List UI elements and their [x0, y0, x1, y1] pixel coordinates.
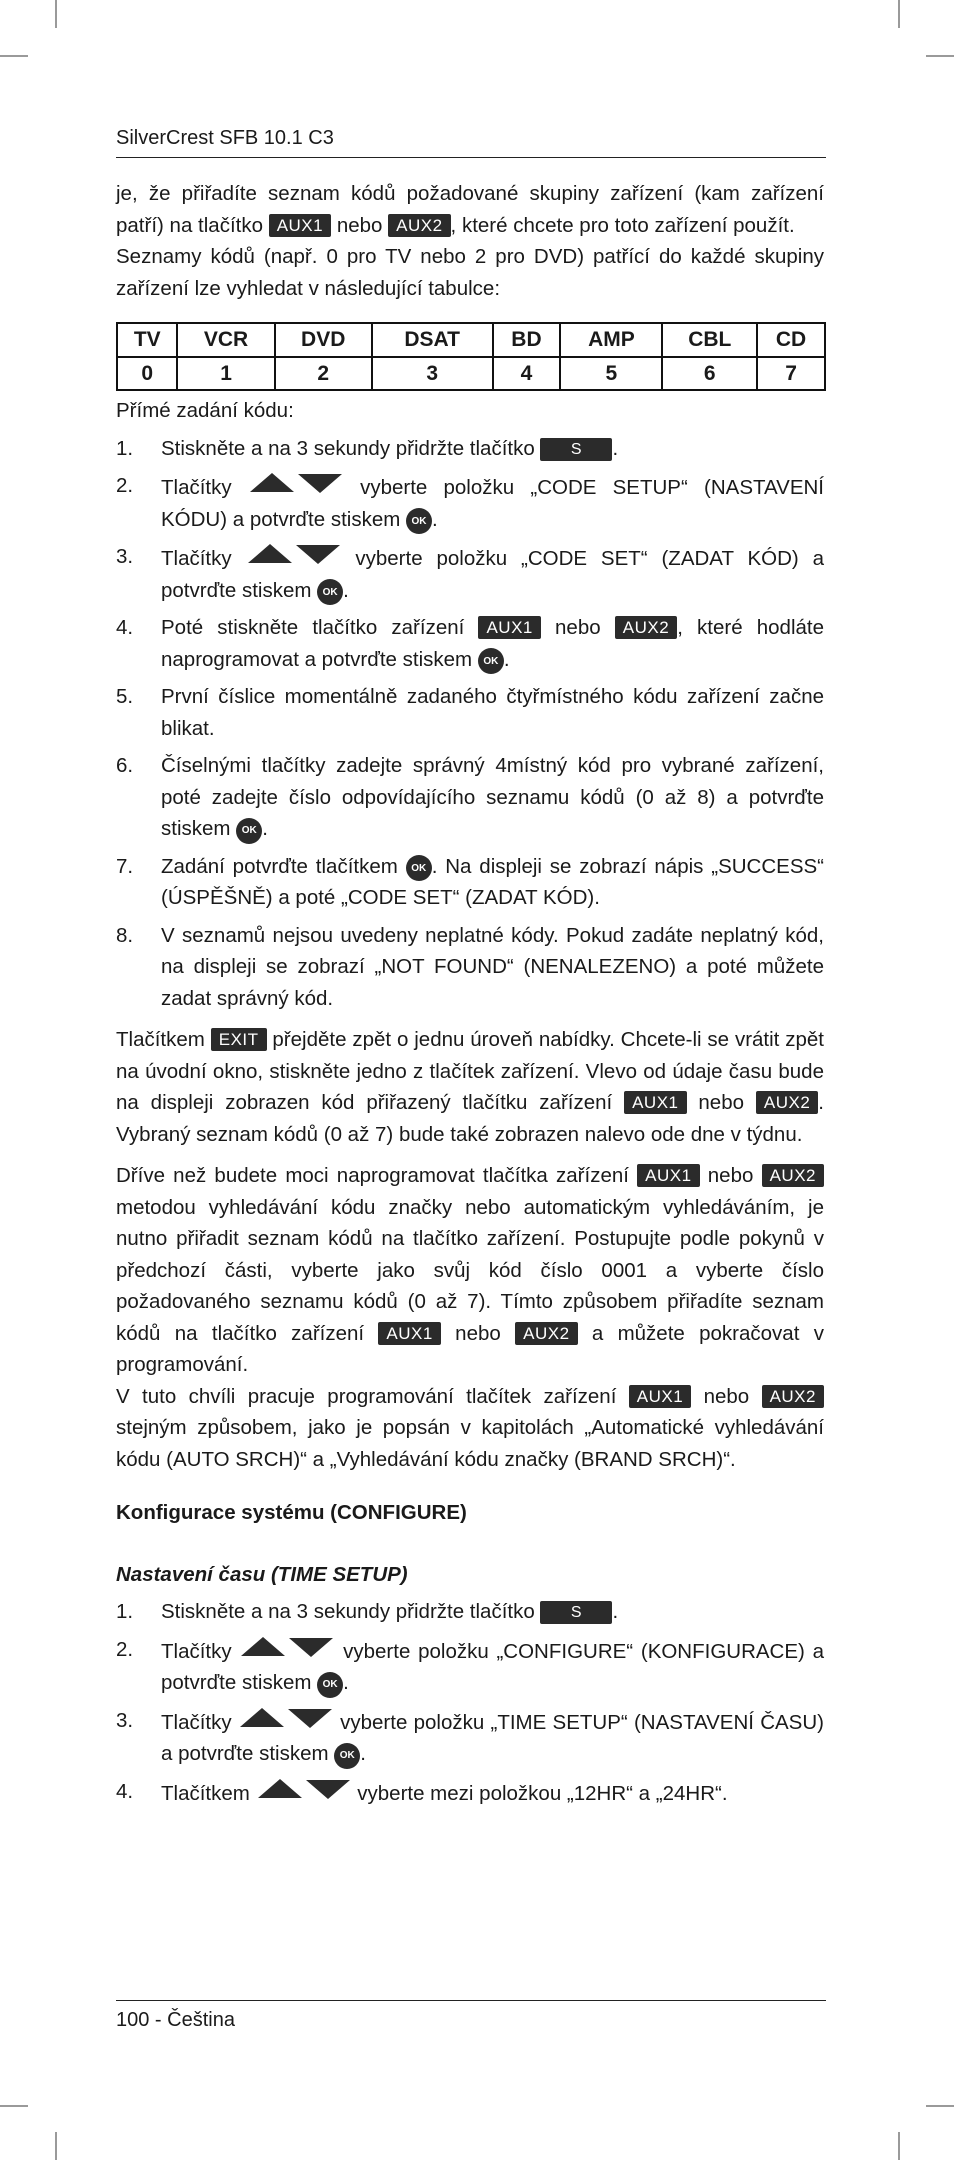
now-paragraph: V tuto chvíli pracuje programování tlačítek zařízení AUX1 nebo AUX2 stejným způsobem, jako je popsán v kapitolách „Automatické vyhledávání kódu (AUTO SRCH)“ a „Vyhledávání kódu značky (BRAND SRCH)“. [116, 1384, 824, 1471]
list-item: 5. První číslice momentálně zadaného čtyřmístného kódu zařízení začne blikat. [116, 685, 824, 740]
subsection-heading: Nastavení času (TIME SETUP) [116, 1562, 408, 1586]
section-heading: Konfigurace systému (CONFIGURE) [116, 1501, 467, 1524]
table-header-cell: DVD [275, 323, 372, 357]
table-cell: 1 [177, 357, 274, 391]
up-down-arrow-icon [238, 1705, 334, 1731]
direct-entry-title: Přímé zadání kódu: [116, 399, 294, 422]
s-key-icon: S [540, 1601, 612, 1624]
crop-mark [0, 2105, 28, 2107]
up-down-arrow-icon [239, 1634, 335, 1660]
ok-key-icon: OK [317, 1672, 343, 1698]
list-item: 4. Poté stiskněte tlačítko zařízení AUX1 nebo AUX2 , které hodláte naprogramovat a potvrďte stiskem OK . [116, 612, 824, 675]
aux2-key-icon: AUX2 [762, 1164, 824, 1187]
crop-mark [926, 2105, 954, 2107]
list-item: 1. Stiskněte a na 3 sekundy přidržte tlačítko S . [116, 1600, 619, 1623]
table-cell: 5 [560, 357, 662, 391]
intro-paragraph: je, že přiřadíte seznam kódů požadované skupiny zařízení (kam zařízení patří) na tlačítko AUX1 nebo AUX2 , které chcete pro toto zařízení použít. [116, 182, 824, 237]
ok-key-icon: OK [406, 508, 432, 534]
aux2-key-icon: AUX2 [615, 616, 677, 639]
list-item: 6. Číselnými tlačítky zadejte správný 4místný kód pro vybrané zařízení, poté zadejte číslo odpovídajícího seznamu kódů (0 až 8) a potvrďte stiskem OK . [116, 750, 824, 845]
page-body [116, 178, 824, 1809]
table-cell: 3 [372, 357, 493, 391]
list-item: 2. Tlačítky vyberte položku „CONFIGURE“ (KONFIGURACE) a potvrďte stiskem OK . [116, 1634, 824, 1699]
list-item: 3. Tlačítky vyberte položku „TIME SETUP“ (NASTAVENÍ ČASU) a potvrďte stiskem OK . [116, 1705, 824, 1770]
crop-mark [0, 55, 28, 57]
up-down-arrow-icon [246, 541, 342, 567]
list-item: 3. Tlačítky vyberte položku „CODE SET“ (ZADAT KÓD) a potvrďte stiskem OK . [116, 541, 824, 606]
crop-mark [55, 0, 57, 28]
list-item: 4. Tlačítkem vyberte mezi položkou „12HR“ a „24HR“. [116, 1776, 824, 1810]
crop-mark [926, 55, 954, 57]
before-programming-paragraph: Dříve než budete moci naprogramovat tlačítka zařízení AUX1 nebo AUX2 metodou vyhledávání kódu značky nebo automatickým vyhledáváním, je nutno přiřadit seznam kódů na tlačítko zařízení. Postupujte podle pokynů v předchozí části, vyberte jako svůj kód číslo 0001 a vyberte číslo požadovaného seznamu kódů (0 až 7). Tímto způsobem přiřadíte seznam kódů na tlačítko zařízení AUX1 nebo AUX2 a můžete pokračovat v programování. [116, 1164, 824, 1376]
crop-mark [898, 0, 900, 28]
aux2-key-icon: AUX2 [762, 1385, 824, 1408]
exit-paragraph: Tlačítkem EXIT přejděte zpět o jednu úroveň nabídky. Chcete-li se vrátit zpět na úvodní okno, stiskněte jedno z tlačítek zařízení. Vlevo od údaje času bude na displeji zobrazen kód přiřazený tlačítku zařízení AUX1 nebo AUX2 . Vybraný seznam kódů (0 až 7) bude také zobrazen nalevo ode dne v týdnu. [116, 1028, 824, 1146]
direct-entry-steps [116, 433, 824, 1015]
table-cell: 0 [117, 357, 177, 391]
table-cell: 7 [757, 357, 825, 391]
table-cell: 6 [662, 357, 757, 391]
aux1-key-icon: AUX1 [624, 1091, 686, 1114]
table-cell: 2 [275, 357, 372, 391]
up-down-arrow-icon [256, 1776, 352, 1802]
ok-key-icon: OK [317, 579, 343, 605]
table-header-cell: CBL [662, 323, 757, 357]
aux1-key-icon: AUX1 [478, 616, 540, 639]
ok-key-icon: OK [334, 1743, 360, 1769]
time-setup-steps [116, 1596, 824, 1809]
list-item: 7. Zadání potvrďte tlačítkem OK . Na displeji se zobrazí nápis „SUCCESS“ (ÚSPĚŠNĚ) a poté „CODE SET“ (ZADAT KÓD). [116, 854, 825, 909]
ok-key-icon: OK [236, 818, 262, 844]
page-header: SilverCrest SFB 10.1 C3 [116, 125, 826, 158]
aux1-key-icon: AUX1 [269, 214, 331, 237]
aux1-key-icon: AUX1 [637, 1164, 699, 1187]
crop-mark [898, 2132, 900, 2160]
aux2-key-icon: AUX2 [756, 1091, 818, 1114]
list-item: 8. V seznamů nejsou uvedeny neplatné kódy. Pokud zadáte neplatný kód, na displeji se zobrazí „NOT FOUND“ (NENALEZENO) a poté můžete zadat správný kód. [116, 923, 824, 1010]
table-header-cell: CD [757, 323, 825, 357]
table-header-cell: TV [117, 323, 177, 357]
page-footer: 100 - Čeština [116, 2000, 826, 2032]
code-list-table [116, 322, 826, 391]
up-down-arrow-icon [248, 470, 344, 496]
list-item: 2. Tlačítky vyberte položku „CODE SETUP“ (NASTAVENÍ KÓDU) a potvrďte stiskem OK . [116, 470, 824, 535]
table-header-cell: AMP [560, 323, 662, 357]
table-header-cell: VCR [177, 323, 274, 357]
aux2-key-icon: AUX2 [515, 1322, 577, 1345]
table-header-row [117, 323, 825, 357]
aux1-key-icon: AUX1 [629, 1385, 691, 1408]
aux1-key-icon: AUX1 [378, 1322, 440, 1345]
table-header-cell: DSAT [372, 323, 493, 357]
intro-paragraph-2: Seznamy kódů (např. 0 pro TV nebo 2 pro DVD) patřící do každé skupiny zařízení lze vyhledat v následující tabulce: [116, 245, 824, 300]
ok-key-icon: OK [406, 855, 432, 881]
s-key-icon: S [540, 438, 612, 461]
table-header-cell: BD [493, 323, 561, 357]
table-cell: 4 [493, 357, 561, 391]
list-item: 1. Stiskněte a na 3 sekundy přidržte tlačítko S . [116, 436, 619, 460]
crop-mark [55, 2132, 57, 2160]
ok-key-icon: OK [478, 648, 504, 674]
table-row [117, 357, 825, 391]
aux2-key-icon: AUX2 [388, 214, 450, 237]
exit-key-icon: EXIT [211, 1028, 267, 1051]
